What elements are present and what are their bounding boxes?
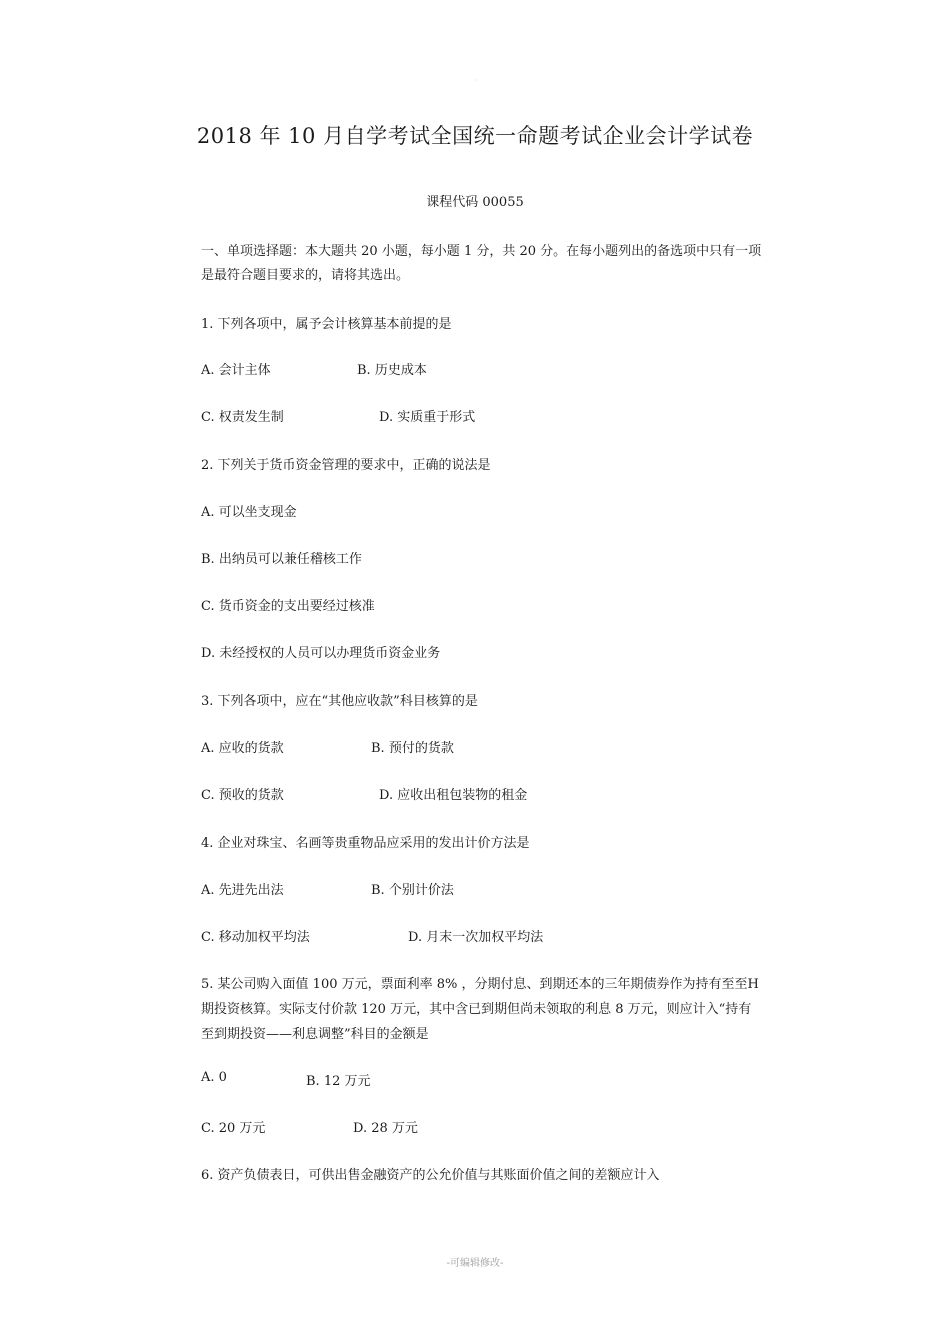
question-4-option-d: D. 月末一次加权平均法	[408, 930, 544, 945]
section-instruction-line-2: 是最符合题目要求的，请将其选出。	[201, 268, 410, 283]
question-2-option-a: A. 可以坐支现金	[201, 505, 297, 520]
question-2-option-b: B. 出纳员可以兼任稽核工作	[201, 552, 362, 567]
question-5-option-b: B. 12 万元	[306, 1074, 371, 1089]
question-5-stem-line-3: 至到期投资——利息调整”科目的金额是	[201, 1027, 429, 1042]
question-2-option-c: C. 货币资金的支出要经过核准	[201, 599, 375, 614]
question-1-option-d: D. 实质重于形式	[379, 410, 476, 425]
question-3-option-c: C. 预收的货款	[201, 788, 284, 803]
question-4-stem: 4. 企业对珠宝、名画等贵重物品应采用的发出计价方法是	[201, 836, 530, 851]
question-5-option-c: C. 20 万元	[201, 1121, 266, 1136]
page-footer: -可编辑修改-	[446, 1258, 504, 1269]
question-4-option-b: B. 个别计价法	[371, 883, 454, 898]
top-mark: ·	[474, 76, 477, 85]
question-4-option-a: A. 先进先出法	[201, 883, 284, 898]
question-2-option-d: D. 未经授权的人员可以办理货币资金业务	[201, 646, 441, 661]
question-5-stem-line-2: 期投资核算。实际支付价款 120 万元，其中含已到期但尚未领取的利息 8 万元，则应计入“持有	[201, 1002, 752, 1017]
question-3-option-a: A. 应收的货款	[201, 741, 284, 756]
question-1-option-b: B. 历史成本	[357, 363, 427, 378]
question-3-option-b: B. 预付的货款	[371, 741, 454, 756]
question-4-option-c: C. 移动加权平均法	[201, 930, 310, 945]
question-1-stem: 1. 下列各项中，属予会计核算基本前提的是	[201, 317, 452, 332]
document-title: 2018 年 10 月自学考试全国统一命题考试企业会计学试卷	[196, 124, 754, 148]
question-1-option-a: A. 会计主体	[201, 363, 271, 378]
question-5-option-d: D. 28 万元	[353, 1121, 418, 1136]
question-3-option-d: D. 应收出租包装物的租金	[379, 788, 528, 803]
question-5-stem-line-1: 5. 某公司购入面值 100 万元，票面利率 8% ，分期付息、到期还本的三年期债券作为持有至至H	[201, 977, 759, 992]
question-5-option-a: A. 0	[201, 1070, 227, 1085]
course-code: 课程代码 00055	[426, 195, 524, 210]
question-1-option-c: C. 权责发生制	[201, 410, 284, 425]
question-3-stem: 3. 下列各项中，应在“其他应收款”科目核算的是	[201, 694, 478, 709]
section-instruction-line-1: 一、单项选择题：本大题共 20 小题，每小题 1 分，共 20 分。在每小题列出的备选项中只有一项	[201, 244, 762, 259]
question-2-stem: 2. 下列关于货币资金管理的要求中，正确的说法是	[201, 458, 491, 473]
question-6-stem: 6. 资产负债表日，可供出售金融资产的公允价值与其账面价值之间的差额应计入	[201, 1168, 660, 1183]
